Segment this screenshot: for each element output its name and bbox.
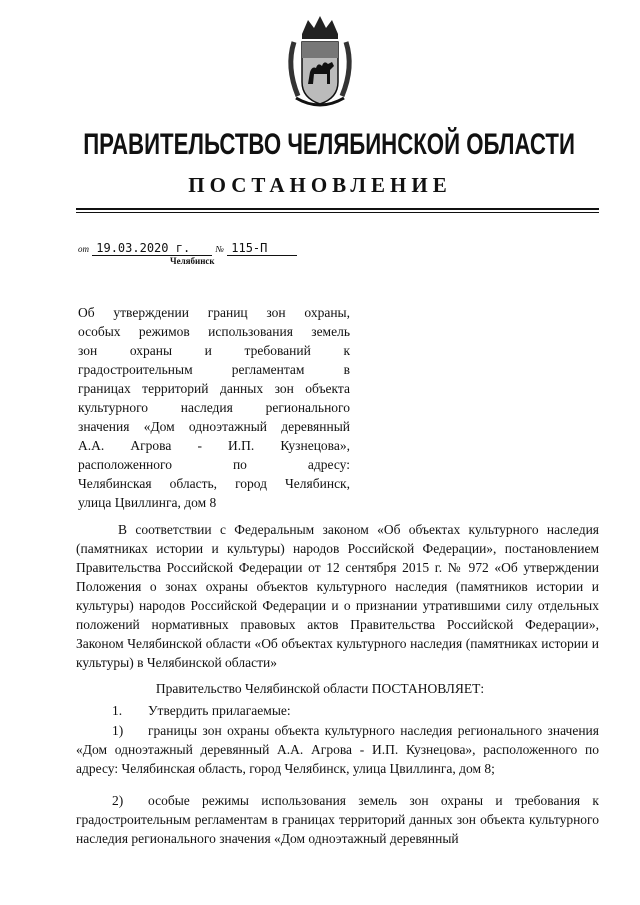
item-1-number: 1.	[112, 703, 123, 718]
resolve-line: Правительство Челябинской области ПОСТАНОВЛЯЕТ:	[155, 681, 485, 696]
item-1-2-text: особые режимы использования земель зон охраны и требования к градостроительным регламентам в границах территорий данных зон объекта культурного наследия регионального значения «Дом одноэтажный деревянный	[76, 793, 599, 846]
subject-line: значения «Дом одноэтажный деревянный	[78, 419, 350, 434]
preamble-paragraph: В соответствии с Федеральным законом «Об объектах культурного наследия (памятниках истории и культуры) народов Российской Федерации», постановлением Правительства Российской Федерации от 12 сентября 2015 г. № 972 «Об утверждении Положения о зонах охраны объектов культурного наследия (памятников истории и культуры) народов Российской Федерации и о признании утратившими силу отдельных положений нормативных правовых актов Правительства Российской Федерации», Законом Челябинской области «Об объектах культурного наследия (памятниках истории и культуры) в Челябинской области»	[76, 522, 599, 670]
header-rule-thick	[76, 208, 599, 210]
document-meta	[78, 240, 297, 256]
subject-line: особых режимов использования земель	[78, 324, 350, 339]
item-1-2-number: 2)	[112, 793, 124, 808]
subject-line: зон охраны и требований к	[78, 343, 350, 358]
number-label: №	[215, 244, 224, 254]
header-rule-thin	[76, 212, 599, 213]
subject-line: Об утверждении границ зон охраны,	[78, 305, 350, 320]
item-1	[76, 701, 599, 720]
document-date: 19.03.2020 г.	[92, 241, 212, 256]
subject-line: Челябинская область, город Челябинск,	[78, 476, 350, 491]
item-1-text: Утвердить прилагаемые:	[148, 703, 291, 718]
item-1-1-number: 1)	[112, 723, 124, 738]
coat-of-arms-icon	[280, 12, 360, 112]
item-1-2	[76, 791, 599, 848]
document-number: 115-П	[227, 241, 297, 256]
item-1-1-text: границы зон охраны объекта культурного наследия регионального значения «Дом одноэтажный деревянный А.А. Агрова - И.П. Кузнецова», расположенного по адресу: Челябинская область, город Челябинск, улица Цвиллинга, дом 8;	[76, 723, 599, 776]
subject-line: градостроительным регламентам в	[78, 362, 350, 377]
item-1-1	[76, 721, 599, 778]
subject-line: границах территорий данных зон объекта	[78, 381, 350, 396]
document-subject	[78, 303, 350, 512]
document-city: Челябинск	[170, 256, 215, 266]
subject-line: улица Цвиллинга, дом 8	[78, 495, 217, 510]
date-label: от	[78, 244, 89, 254]
subject-line: расположенного по адресу:	[78, 457, 350, 472]
subject-line: А.А. Агрова - И.П. Кузнецова»,	[78, 438, 350, 453]
subject-line: культурного наследия регионального	[78, 400, 350, 415]
document-type: ПОСТАНОВЛЕНИЕ	[188, 173, 452, 197]
government-title: ПРАВИТЕЛЬСТВО ЧЕЛЯБИНСКОЙ ОБЛАСТИ	[83, 128, 575, 161]
